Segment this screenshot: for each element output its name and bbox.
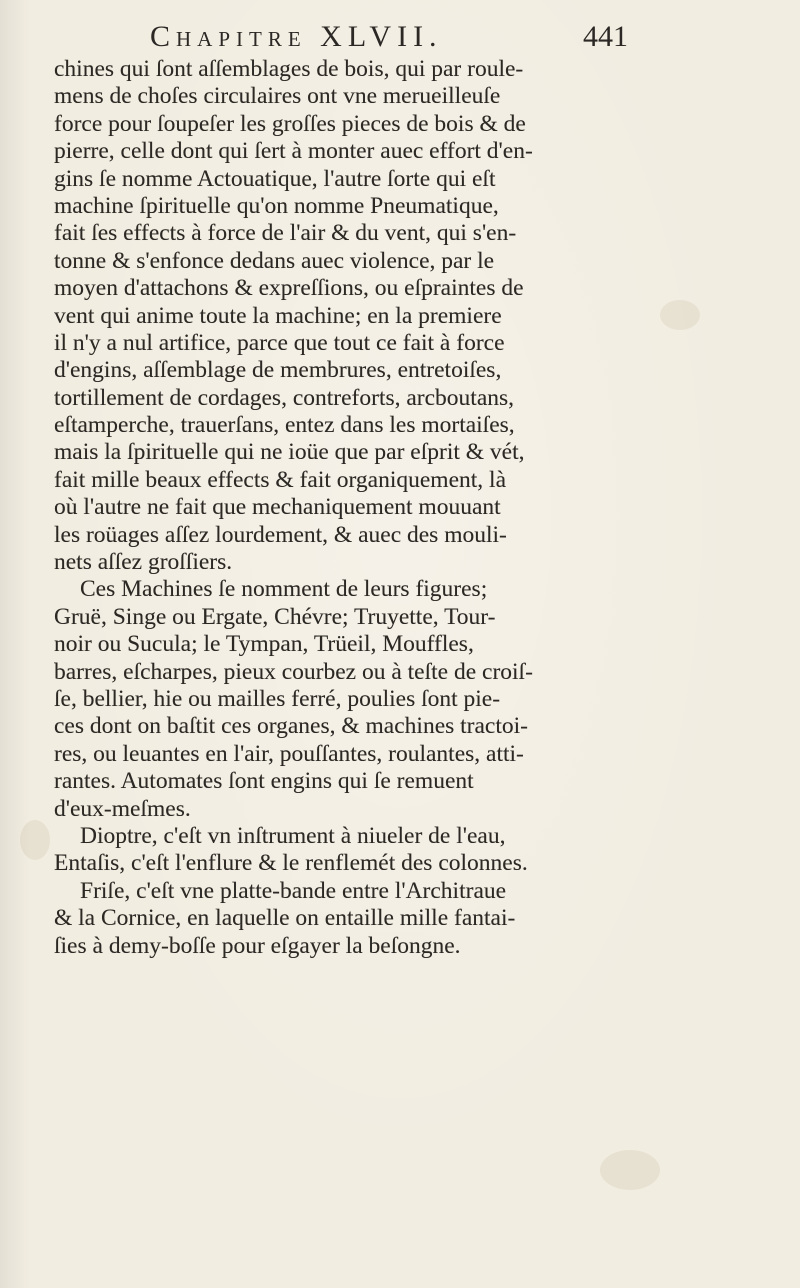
text-line: mens de choſes circulaires ont vne merueilleuſe	[54, 83, 501, 110]
text-line: gins ſe nomme Actouatique, l'autre ſorte qui eſt	[54, 165, 496, 192]
text-line: ſies à demy-boſſe pour eſgayer la beſongne.	[54, 932, 461, 959]
text-line: fait mille beaux effects & fait organiquement, là	[54, 466, 506, 493]
text-line: vent qui anime toute la machine; en la premiere	[54, 302, 502, 329]
text-line: d'engins, aſſemblage de membrures, entretoiſes,	[54, 357, 502, 384]
text-block	[54, 56, 664, 960]
text-line: res, ou leuantes en l'air, pouſſantes, roulantes, atti-	[54, 740, 524, 767]
text-line: noir ou Sucula; le Tympan, Trüeil, Mouffles,	[54, 631, 474, 658]
text-line: fait ſes effects à force de l'air & du vent, qui s'en-	[54, 220, 517, 247]
text-line: Dioptre, c'eſt vn inſtrument à niueler de l'eau,	[80, 822, 506, 849]
text-line: tortillement de cordages, contreforts, arcboutans,	[54, 384, 515, 411]
text-line: Entaſis, c'eſt l'enflure & le renflemét des colonnes.	[54, 850, 528, 877]
text-line: tonne & s'enfonce dedans auec violence, par le	[54, 247, 495, 274]
text-line: les roüages aſſez lourdement, & auec des mouli-	[54, 521, 507, 548]
text-line: machine ſpirituelle qu'on nomme Pneumatique,	[54, 192, 499, 219]
text-line: moyen d'attachons & expreſſions, ou eſpraintes de	[54, 275, 524, 302]
text-line: eſtamperche, trauerſans, entez dans les mortaiſes,	[54, 412, 515, 439]
text-line: Gruë, Singe ou Ergate, Chévre; Truyette, Tour-	[54, 603, 496, 630]
paper-stain	[20, 820, 50, 860]
text-line: où l'autre ne fait que mechaniquement mouuant	[54, 494, 501, 521]
text-line: ces dont on baſtit ces organes, & machines tractoi-	[54, 713, 528, 740]
text-line: ſe, bellier, hie ou mailles ferré, poulies ſont pie-	[54, 685, 501, 712]
text-line: rantes. Automates ſont engins qui ſe remuent	[54, 768, 474, 795]
text-line: il n'y a nul artifice, parce que tout ce fait à force	[54, 329, 505, 356]
text-line: nets aſſez groſſiers.	[54, 549, 233, 576]
paper-stain	[660, 300, 700, 330]
text-line: pierre, celle dont qui ſert à monter auec effort d'en-	[54, 138, 533, 165]
text-line: barres, eſcharpes, pieux courbez ou à teſte de croiſ-	[54, 658, 533, 685]
text-line: Friſe, c'eſt vne platte-bande entre l'Architraue	[80, 877, 507, 904]
text-line: Ces Machines ſe nomment de leurs figures;	[80, 576, 488, 603]
text-line: mais la ſpirituelle qui ne ioüe que par eſprit & vét,	[54, 439, 525, 466]
text-line: & la Cornice, en laquelle on entaille mille fantai-	[54, 905, 516, 932]
text-line: chines qui ſont aſſemblages de bois, qui par roule-	[54, 56, 524, 82]
running-head: Chapitre XLVII.	[150, 20, 443, 53]
text-line: force pour ſoupeſer les groſſes pieces de bois & de	[54, 110, 526, 137]
page-number: 441	[583, 20, 628, 53]
paper-stain	[600, 1150, 660, 1190]
text-line: d'eux-meſmes.	[54, 795, 191, 822]
